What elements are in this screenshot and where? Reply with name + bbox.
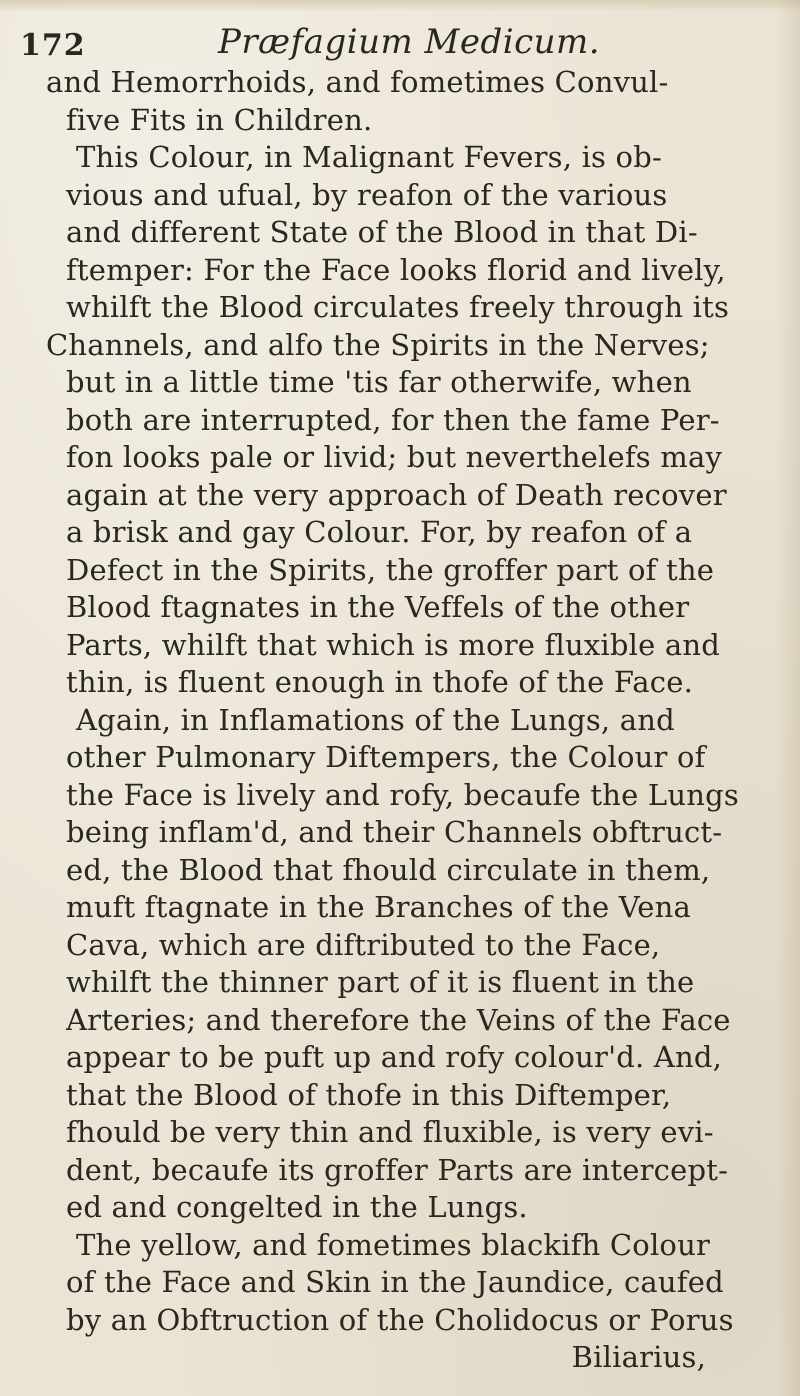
text-line: other Pulmonary Diftempers, the Colour of	[66, 740, 706, 774]
text-line: vious and ufual, by reafon of the various	[66, 177, 668, 212]
text-line: Arteries; and therefore the Veins of the Face	[66, 1002, 731, 1037]
text-line: muft ftagnate in the Branches of the Vena	[66, 890, 691, 924]
text-line: that the Blood of thofe in this Diftemper,	[66, 1077, 672, 1112]
text-line: Cava, which are diftributed to the Face,	[66, 927, 661, 962]
catchword-line: Biliarius,	[571, 1340, 706, 1374]
text-line: again at the very approach of Death recover	[66, 477, 727, 512]
text-line: and different State of the Blood in that Di-	[66, 215, 698, 249]
text-line: and Hemorrhoids, and fometimes Convul-	[46, 65, 669, 99]
text-line: fhould be very thin and fluxible, is very evi-	[66, 1115, 714, 1149]
paragraph-start-line: The yellow, and fometimes blackifh Colour	[76, 1227, 711, 1262]
text-line: both are interrupted, for then the fame Per-	[66, 402, 720, 437]
text-line: a brisk and gay Colour. For, by reafon of a	[66, 515, 693, 549]
text-line: but in a little time 'tis far otherwife, when	[66, 365, 692, 399]
text-line: appear to be puft up and rofy colour'd. And,	[66, 1040, 723, 1074]
text-line: whilft the thinner part of it is fluent in the	[66, 965, 695, 999]
text-line: Blood ftagnates in the Veffels of the other	[66, 590, 690, 624]
page-gutter-shadow	[776, 0, 800, 1396]
text-line: dent, becaufe its groffer Parts are intercept-	[66, 1152, 729, 1187]
paragraph-start-line: This Colour, in Malignant Fevers, is ob-	[76, 140, 662, 174]
paragraph-start-line: Again, in Inflamations of the Lungs, and	[76, 702, 675, 737]
running-head: Præfagium Medicum.	[218, 22, 601, 62]
text-line: of the Face and Skin in the Jaundice, caufed	[66, 1265, 724, 1299]
text-line: Defect in the Spirits, the groffer part of the	[66, 552, 715, 587]
text-line: being inflam'd, and their Channels obftruct-	[66, 815, 723, 849]
text-line: ed and congelted in the Lungs.	[66, 1190, 528, 1224]
text-line: the Face is lively and rofy, becaufe the Lungs	[66, 777, 739, 812]
text-line: Channels, and alfo the Spirits in the Nerves;	[46, 327, 710, 362]
page-number: 172	[20, 28, 86, 63]
text-line: thin, is fluent enough in thofe of the Face.	[66, 665, 693, 699]
text-line: by an Obftruction of the Cholidocus or Porus	[66, 1302, 734, 1337]
text-line: five Fits in Children.	[66, 102, 373, 137]
page-top-edge	[0, 0, 800, 12]
text-line: ftemper: For the Face looks florid and lively,	[66, 252, 726, 287]
body-text	[46, 64, 766, 1377]
text-line: fon looks pale or livid; but neverthelefs may	[66, 440, 723, 474]
text-line: Parts, whilft that which is more fluxible and	[66, 627, 721, 662]
text-line: whilft the Blood circulates freely through its	[66, 290, 730, 324]
text-line: ed, the Blood that fhould circulate in them,	[66, 852, 711, 887]
